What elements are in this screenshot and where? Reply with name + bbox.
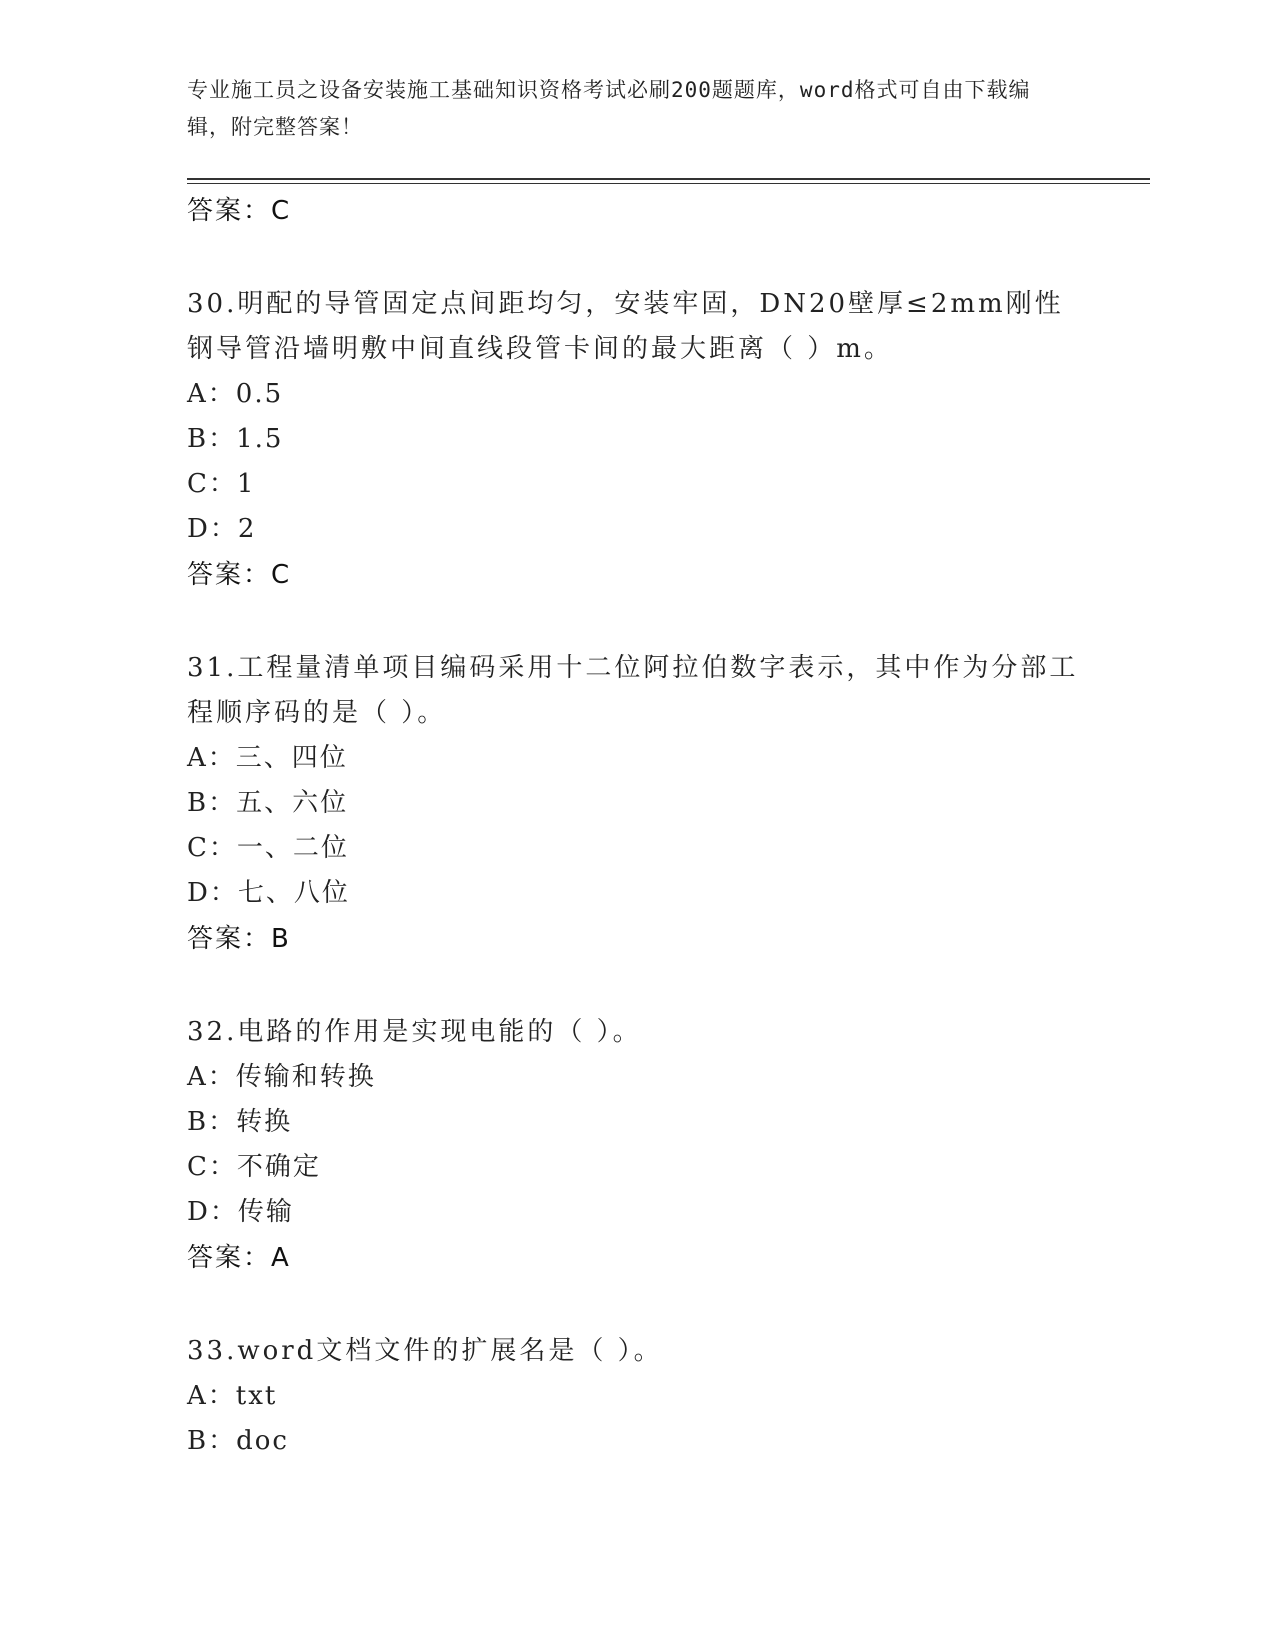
- question-30: [187, 282, 1087, 598]
- option-c: C：不确定: [187, 1152, 321, 1182]
- option-a: A：0.5: [187, 379, 284, 409]
- option-a: A：传输和转换: [187, 1062, 376, 1092]
- header-divider: [187, 178, 1150, 180]
- option-a: A：txt: [187, 1381, 278, 1411]
- answer-line: 答案：C: [187, 560, 292, 590]
- question-33: [187, 1329, 1087, 1464]
- option-b: B：转换: [187, 1107, 293, 1137]
- question-stem: 33.word文档文件的扩展名是（ ）。: [187, 1336, 663, 1366]
- option-c: C：1: [187, 469, 256, 499]
- option-a: A：三、四位: [187, 743, 348, 773]
- question-list: [187, 188, 1087, 1464]
- question-stem: 32.电路的作用是实现电能的（ ）。: [187, 1017, 642, 1047]
- header-divider-thin: [187, 183, 1150, 184]
- option-c: C：一、二位: [187, 833, 349, 863]
- answer-line: 答案：B: [187, 924, 291, 954]
- option-d: D：2: [187, 514, 257, 544]
- option-b: B：五、六位: [187, 788, 349, 818]
- answer-line: 答案：C: [187, 196, 292, 226]
- option-b: B：doc: [187, 1426, 289, 1456]
- option-b: B：1.5: [187, 424, 284, 454]
- question-stem: 31.工程量清单项目编码采用十二位阿拉伯数字表示，其中作为分部工程顺序码的是（ ）。: [187, 653, 1079, 728]
- option-d: D：传输: [187, 1197, 294, 1227]
- question-32: [187, 1010, 1087, 1281]
- question-31: [187, 646, 1087, 962]
- answer-line: 答案：A: [187, 1243, 291, 1273]
- document-header: 专业施工员之设备安装施工基础知识资格考试必刷200题题库，word格式可自由下载编辑，附完整答案！: [187, 78, 1031, 139]
- question-stem: 30.明配的导管固定点间距均匀，安装牢固，DN20壁厚≤2mm刚性钢导管沿墙明敷中间直线段管卡间的最大距离（ ）m。: [187, 289, 1064, 364]
- option-d: D：七、八位: [187, 878, 350, 908]
